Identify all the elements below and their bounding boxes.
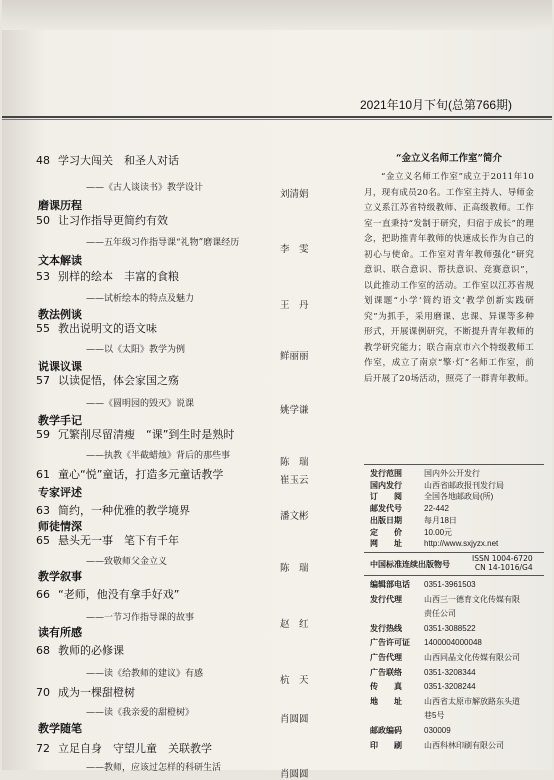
article-title[interactable] [36,152,179,168]
info-row [370,637,482,648]
info-label: 出版日期 [370,514,402,525]
section-heading: 教法例谈 [38,308,82,321]
info-value: 1400004000048 [424,638,482,648]
article-title-text: 简约，一种优雅的教学境界 [58,504,190,517]
info-row [370,740,504,751]
article-title[interactable] [36,466,223,482]
article-subtitle: ——试析绘本的特点及魅力 [86,294,195,304]
page-number: 68 [36,644,50,657]
info-value: 山西省太原市解放路东头道 [424,696,520,706]
info-label: 地 址 [370,695,402,706]
article-subtitle: ——致敬师父金立义 [86,557,168,567]
info-row [370,696,520,707]
article-title-text: 学习大闯关 和圣人对话 [58,154,179,167]
info-row [370,480,504,491]
info-label: 邮政编码 [370,725,402,735]
page-number: 55 [36,322,50,335]
article-author: 杭 天 [280,675,309,686]
page-number: 66 [36,588,50,601]
info-value: 0351-3208244 [424,682,476,692]
top-bleed-strip [2,0,552,30]
section-heading: 读有所感 [38,626,82,639]
article-author: 肖圆圆 [280,714,309,725]
serial-number-label: 中国标准连续出版物号 [370,559,450,569]
info-divider [364,464,544,465]
info-row [370,527,452,538]
info-value: 每月18日 [424,515,457,525]
info-label: 广告许可证 [370,637,410,648]
cn-number: CN 14-1016/G4 [474,563,533,572]
info-label: 发行范围 [370,468,402,478]
issue-date: 2021年10月下旬(总第766期) [360,98,513,112]
article-subtitle: ——教师，应该过怎样的科研生活 [86,763,222,773]
info-value: 0351-3961503 [424,580,476,589]
article-title[interactable] [36,268,179,284]
article-author: 赵 红 [280,619,309,630]
article-title-text: 悬头无一事 笔下有千年 [58,534,179,547]
page-number: 53 [36,270,50,283]
article-title-text: 教师的必修课 [58,644,124,657]
article-subtitle: ——读《我亲爱的甜橙树》 [86,708,195,718]
article-title[interactable] [36,684,135,700]
info-row [370,725,451,736]
article-title[interactable] [36,740,212,756]
section-heading: 磨课历程 [38,199,82,212]
info-divider [364,575,544,576]
page-number: 72 [36,742,50,755]
section-heading: 教学手记 [38,414,82,427]
article-author: 王 丹 [280,300,309,311]
info-row [370,491,493,502]
article-title-text: 冗繁削尽留清瘦 “课”到生时是熟时 [58,428,235,441]
info-label: 订 阅 [370,491,402,502]
info-label: 发行热线 [370,622,402,633]
page-number: 48 [36,154,50,167]
article-subtitle: ——执教《半截蜡烛》背后的那些事 [86,451,231,461]
article-title[interactable] [36,212,168,228]
page-number: 50 [36,214,50,227]
info-row [370,623,476,634]
info-label: 发行代理 [370,593,402,604]
page-number: 57 [36,374,50,387]
info-label: 网 址 [370,538,402,549]
article-author: 潘文彬 [280,511,309,522]
info-value: 0351-3088522 [424,623,476,633]
article-author: 鲜丽丽 [280,351,309,362]
info-label: 邮发代号 [370,503,402,514]
info-value: 030009 [424,726,451,735]
info-row [370,515,457,526]
page-number: 65 [36,534,50,547]
article-title-text: 让习作指导更简约有效 [58,214,168,227]
page-number: 59 [36,428,50,441]
article-title-text: 以读促悟，体会家国之殇 [58,374,179,387]
article-title[interactable] [36,586,179,602]
article-title-text: 别样的绘本 丰富的食粮 [58,270,179,283]
info-value: 山西省邮政报刊发行局 [424,480,504,490]
magazine-page [2,0,552,780]
info-value: 巷5号 [424,711,445,721]
article-author: 姚学谦 [280,405,309,416]
issn-number: ISSN 1004-6720 [472,554,533,563]
info-label: 印 刷 [370,739,402,750]
article-author: 陈 瑞 [280,563,309,574]
info-row [370,608,456,619]
article-title-text: 教出说明文的语文味 [58,322,157,335]
article-title-text: 成为一棵甜橙树 [58,686,135,699]
article-author: 刘清娟 [280,189,309,200]
info-divider [364,552,544,553]
studio-intro [364,150,534,387]
info-row [370,538,498,549]
info-label: 定 价 [370,526,402,537]
info-value: 山西科林印刷有限公司 [424,740,504,750]
info-label: 编辑部电话 [370,579,410,589]
info-value: 国内外公开发行 [424,469,480,478]
info-row [370,468,480,479]
article-subtitle: ——《圆明园的毁灭》说课 [86,399,195,409]
info-row [370,594,520,605]
article-title[interactable] [36,426,234,442]
page-number: 70 [36,686,50,699]
article-author: 陈 瑞 [280,457,309,468]
info-row [370,503,449,514]
article-subtitle: ——一节习作指导课的故事 [86,613,195,623]
info-value: 10.00元 [424,527,453,537]
section-heading: 教学随笔 [38,722,82,735]
info-value: 责任公司 [424,609,456,619]
article-author: 肖圆圆 [280,769,309,780]
info-row [370,652,520,663]
info-row [370,579,476,590]
info-value: 山西同晶文化传媒有限公司 [424,653,520,662]
article-title-text: “老师，他没有拿手好戏” [58,588,180,601]
info-value: 0351-3208344 [424,667,476,677]
article-title[interactable] [36,642,124,658]
intro-title: “金立义名师工作室”简介 [396,153,502,164]
info-row [370,667,476,678]
page-number: 63 [36,504,50,517]
article-subtitle: ——以《太阳》教学为例 [86,345,186,355]
article-title[interactable] [36,532,179,548]
article-title[interactable] [36,372,179,388]
section-heading: 教学叙事 [38,570,82,583]
info-label: 传 真 [370,681,402,692]
section-heading: 文本解读 [38,254,82,267]
intro-body: “金立义名师工作室”成立于2011年10月，现有成员20名。工作室主持人、导师金立义系江苏省特级教师、正高级教师。工作室一直秉持“发制于研究，归宿于成长”的理念，把助推青年教师的快速成长作为自己的初心与使命。工作室对青年教师强化“研究意识、联合意识、帮扶意识、竞赛意识”，以此推动工作室的活动。工作室以江苏省规划课题“小学‘简约语文’教学创新实践研究”为抓手，采用磨课、忠课、异课等多种形式，开展课例研究，不断提升青年教师的教学研究能力；联合南京市六个特级教师工作室，成立了南京“擎·灯”名师工作室，前后开展了20场活动，照亮了一群青年教师。 [364,172,534,384]
issn-cn [472,554,533,572]
header-rule-thin [2,119,552,120]
page-number: 61 [36,468,50,481]
info-value: http://www.sxjyzx.net [424,539,499,549]
article-title-text: 立足自身 守望儿童 关联教学 [58,742,212,755]
section-heading: 师徒情深 [38,520,82,533]
section-heading: 专家评述 [38,486,82,499]
info-label: 国内发行 [370,479,402,490]
info-row [370,681,476,692]
article-subtitle: ——《古人谈读书》教学设计 [86,183,204,193]
header-rule [2,116,552,118]
article-author: 李 雯 [280,244,309,255]
article-subtitle: ——五年级习作指导课“礼物”磨课经历 [86,238,240,248]
article-author: 崔玉云 [280,475,309,486]
section-heading: 说课议课 [38,360,82,373]
info-value: 全国各地邮政局(所) [424,492,494,502]
article-title[interactable] [36,502,190,518]
info-row [370,710,444,721]
article-subtitle: ——读《给教师的建议》有感 [86,669,204,679]
article-title[interactable] [36,320,157,336]
info-label: 广告代理 [370,652,402,662]
article-title-text: 童心“悦”童话，打造多元童话教学 [58,468,224,481]
info-value: 22-442 [424,504,449,514]
info-label: 广告联络 [370,666,402,677]
info-value: 山西三一德育文化传媒有限 [424,594,520,604]
